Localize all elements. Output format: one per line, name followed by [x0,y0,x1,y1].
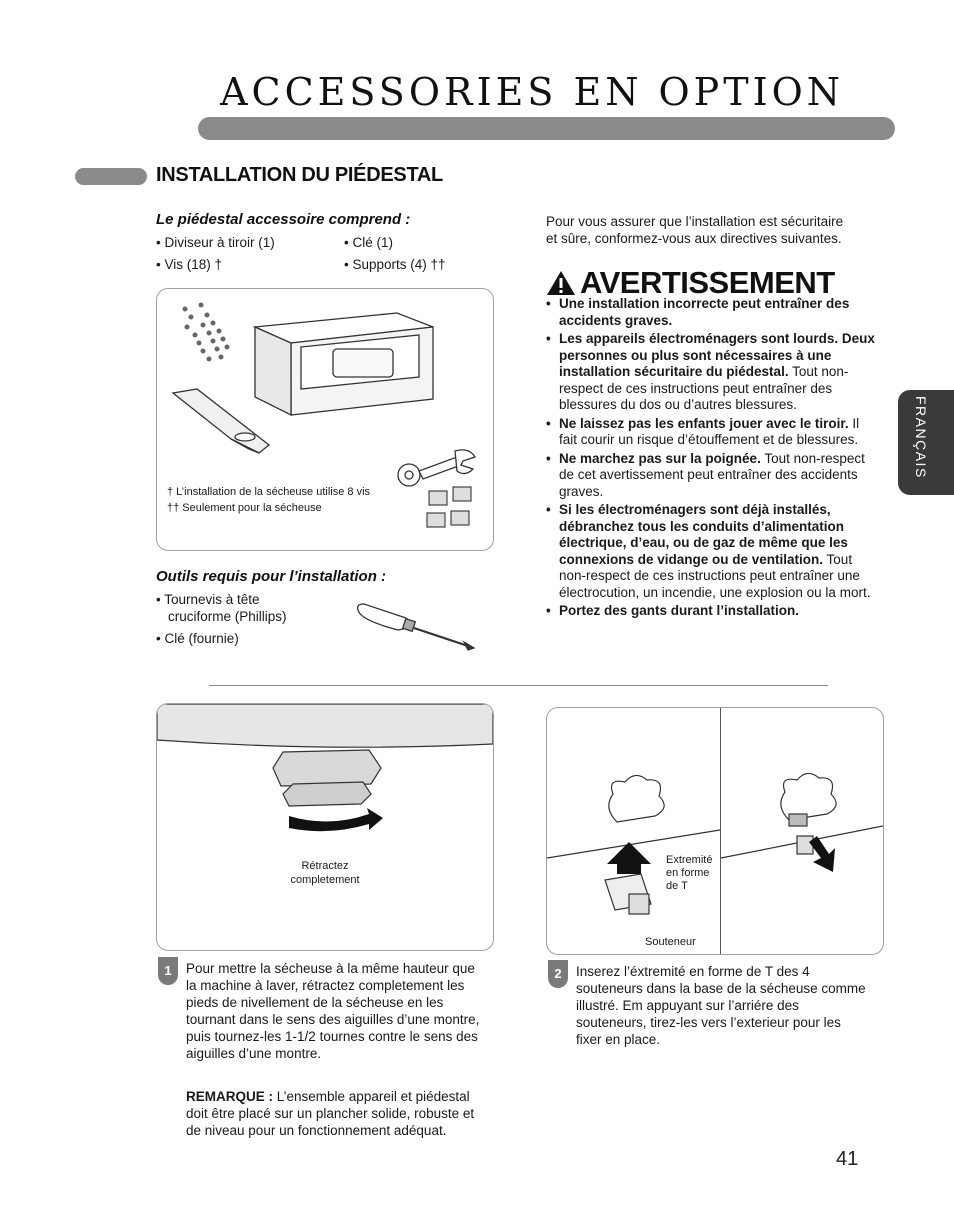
tool-screwdriver-line2: cruciforme (Phillips) [168,609,287,624]
warning-bold: Ne laissez pas les enfants jouer avec le tiroir. [559,415,849,431]
warning-item [546,502,880,601]
screws-footnote: † L’installation de la sécheuse utilise 8 vis [167,486,371,498]
intro-line1: Pour vous assurer que l’installation est sécuritaire [546,214,844,229]
screws-icon [183,303,230,362]
tool-screwdriver-line1: • Tournevis à tête [156,592,260,607]
step1-text: Pour mettre la sécheuse à la même hauteur que la machine à laver, rétractez completement les pieds de nivellement de la sécheuse en les tournant dans le sens des aiguilles d’une montre, puis tournez-les 1-1/2 tournes contre le sens des aiguilles d’une montre. [186,961,480,1061]
warning-item [546,331,880,414]
t-end-label-line3: de T [666,880,688,892]
section-pill [75,168,147,185]
warning-list [546,296,880,622]
step1-caption-line1: Rétractez [301,860,349,872]
warning-text: Tout non-respect de ces instructions peut entraîner des blessures du dos ou d’autres blessures. [559,364,849,412]
support-label: Souteneur [645,936,696,948]
language-tab-label: FRANÇAIS [913,396,929,479]
rotate-arrow-icon [289,808,383,831]
includes-item-supports: • Supports (4) †† [344,257,446,272]
dryer-foot-icon [609,775,664,822]
intro-line2: et sûre, conformez-vous aux directives suivantes. [546,231,842,246]
step2-number: 2 [548,960,568,988]
leveling-foot-icon [273,750,381,806]
includes-item-wrench: • Clé (1) [344,235,393,250]
warning-item [546,603,880,620]
step1-caption-line2: completement [290,874,360,886]
includes-item-screws: • Vis (18) † [156,257,223,272]
warning-bold: Ne marchez pas sur la poignée. [559,450,761,466]
language-tab [898,390,954,495]
dryer-foot-icon [781,773,836,820]
includes-item-drawer-divider: • Diviseur à tiroir (1) [156,235,275,250]
warning-item [546,296,880,329]
warning-bold: Si les électroménagers sont déjà installés, débranchez tous les conduits d’alimentation électrique, d’eau, ou de gaz de même que les connexions de vidange ou de ventilation. [559,502,848,567]
warning-text: Tout non-respect de cet avertissement peut entraîner des accidents graves. [559,450,865,499]
step2-panel-divider [720,708,721,954]
step1-number: 1 [158,957,178,985]
step1-note [186,1088,480,1139]
step2-text: Inserez l’éxtremité en forme de T des 4 souteneurs dans la base de la sécheuse comme illustré. Em appuyant sur l’arriére des souteneurs, tirez-les vers l’exterieur pour les fixer en place. [576,964,866,1047]
wrench-icon [398,450,475,486]
step1-note-label: REMARQUE : [186,1089,273,1104]
warning-item [546,451,880,501]
support-install-drawing [547,708,883,954]
step1-note-text: L’ensemble appareil et piédestal doit être placé sur un plancher solide, robuste et de niveau pour un fonctionnement adéquat. [186,1089,475,1138]
warning-bold: Une installation incorrecte peut entraîner des accidents graves. [559,296,850,328]
section-title: INSTALLATION DU PIÉDESTAL [156,164,443,186]
section-divider [209,685,828,686]
step2-illustration [546,707,884,955]
supports-icon [427,487,471,527]
tool-wrench: • Clé (fournie) [156,631,239,646]
warning-text: Tout non-respect de ces instructions peut entraîner une électrocution, un incendie, une explosion ou la mort. [559,551,871,600]
warning-triangle-icon [546,269,576,297]
screwdriver-icon [352,600,478,652]
pedestal-drawer-icon [255,313,433,415]
tools-title: Outils requis pour l’installation : [156,568,387,585]
t-end-label-line2: en forme [666,867,710,879]
page-title: ACCESSORIES EN OPTION [220,70,844,114]
leveling-foot-drawing [157,704,493,950]
parts-illustration [156,288,494,551]
includes-title: Le piédestal accessoire comprend : [156,211,411,228]
warning-bold: Portez des gants durant l’installation. [559,603,800,618]
t-end-label-line1: Extremité [666,854,713,866]
supports-footnote: †† Seulement pour la sécheuse [167,502,322,514]
warning-bold: Les appareils électroménagers sont lourds. Deux personnes ou plus sont nécessaires à une installation sécuritaire du piédestal. [559,331,875,379]
page-number: 41 [836,1148,859,1170]
support-icon [629,894,649,914]
step1-illustration [156,703,494,951]
warning-item [546,416,880,449]
warning-text: Il fait courir un risque d’étouffement et de blessures. [559,415,860,447]
drawer-divider-icon [173,389,269,453]
title-bar [198,117,895,140]
warning-title: AVERTISSEMENT [580,265,835,300]
